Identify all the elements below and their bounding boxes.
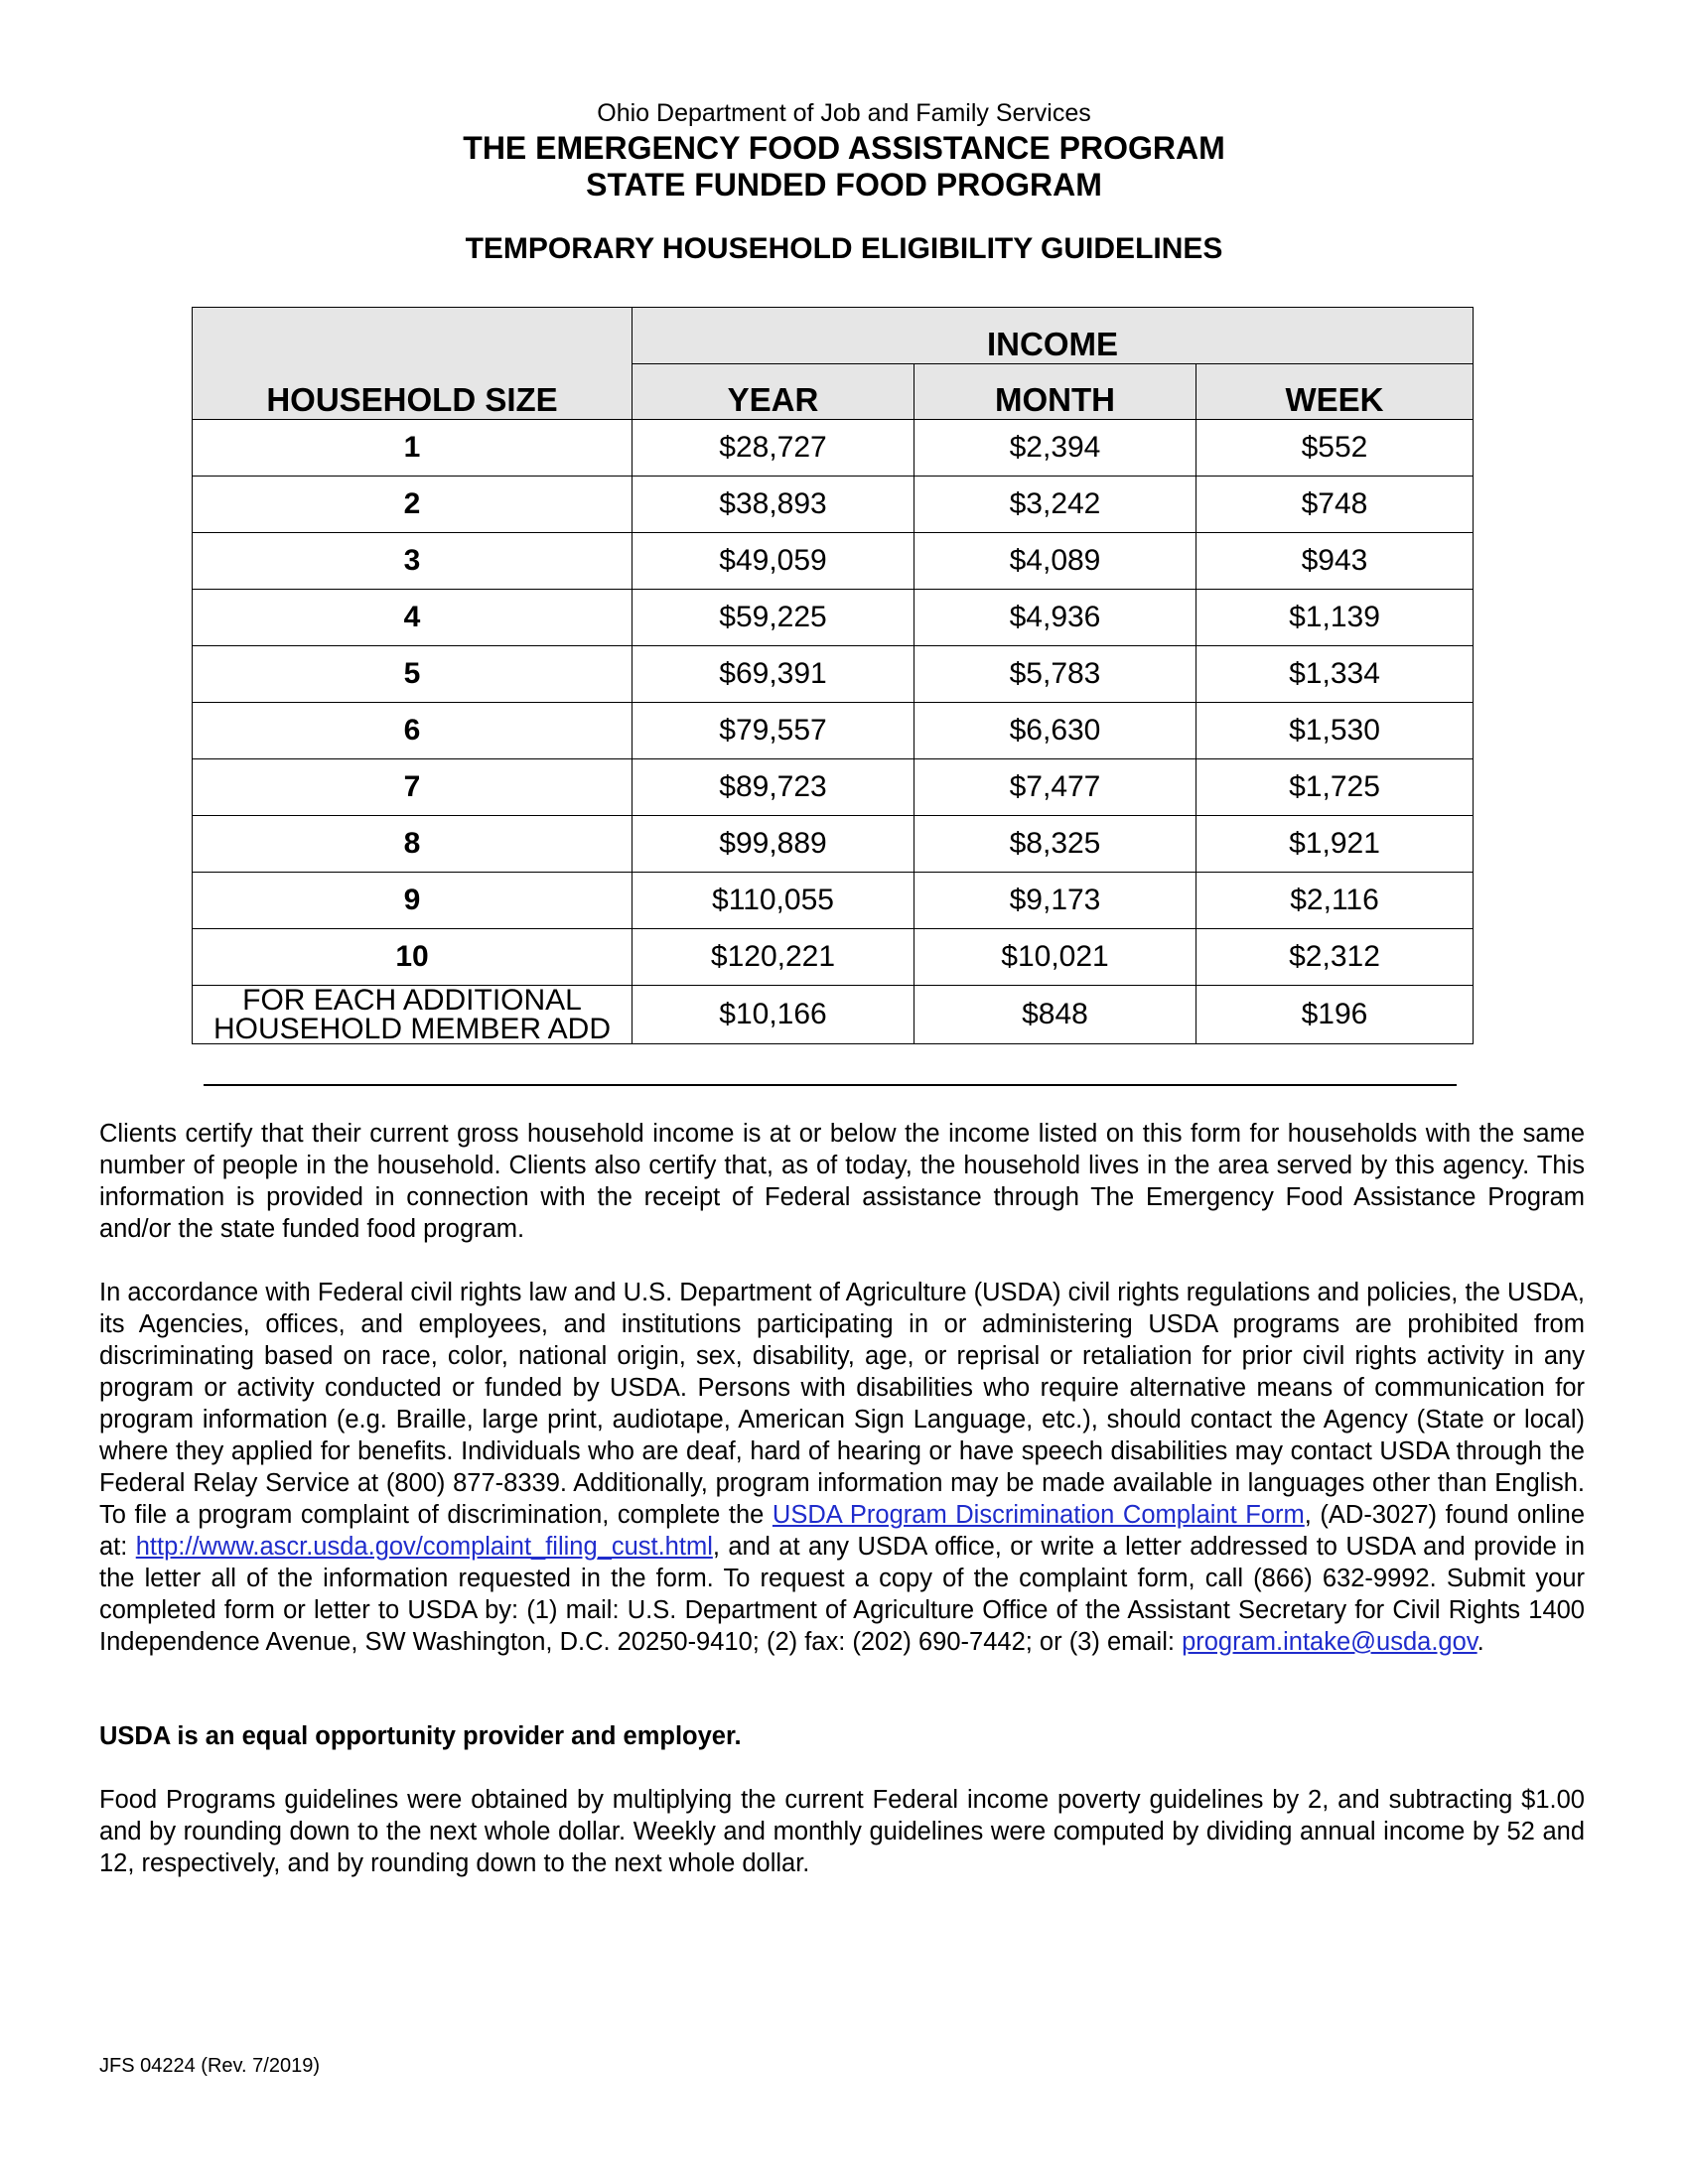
email-link[interactable]: program.intake@usda.gov (1182, 1628, 1477, 1656)
household-size-cell: 10 (193, 929, 633, 986)
certification-paragraph: Clients certify that their current gross household income is at or below the income listed on this form for households with the same number of people in the household. Clients also certify that, as of today, the household lives in the area served by this agency. This information is provided in connection with the receipt of Federal assistance through The Emergency Food Assistance Program and/or the state funded food program. (99, 1120, 1585, 1243)
month-income-cell: $4,089 (914, 533, 1196, 590)
program-title: THE EMERGENCY FOOD ASSISTANCE PROGRAM (463, 130, 1225, 166)
month-income-cell: $3,242 (914, 477, 1196, 533)
month-income-cell: $9,173 (914, 873, 1196, 929)
horizontal-divider (204, 1084, 1457, 1086)
civil-rights-text: . (1477, 1628, 1484, 1656)
table-row (193, 703, 1474, 759)
year-income-cell: $28,727 (633, 420, 914, 477)
year-header: YEAR (633, 364, 914, 420)
month-income-cell: $10,021 (914, 929, 1196, 986)
week-income-cell: $552 (1196, 420, 1474, 477)
year-income-cell: $10,166 (633, 986, 914, 1044)
household-size-cell: 1 (193, 420, 633, 477)
week-income-cell: $943 (1196, 533, 1474, 590)
table-row (193, 816, 1474, 873)
week-income-cell: $1,530 (1196, 703, 1474, 759)
week-income-cell: $1,725 (1196, 759, 1474, 816)
week-income-cell: $748 (1196, 477, 1474, 533)
complaint-form-link[interactable]: USDA Program Discrimination Complaint Form (772, 1501, 1305, 1529)
year-income-cell: $38,893 (633, 477, 914, 533)
year-income-cell: $120,221 (633, 929, 914, 986)
civil-rights-text: , (AD-3027) found online at: (99, 1501, 1585, 1561)
eligibility-table (192, 307, 1474, 1044)
week-income-cell: $1,139 (1196, 590, 1474, 646)
week-income-cell: $2,312 (1196, 929, 1474, 986)
civil-rights-text: , and at any USDA office, or write a letter addressed to USDA and provide in the letter all of the information requested in the form. To request a copy of the complaint form, call (866) 632-9992. Submit your completed form or letter to USDA by: (1) mail: U.S. Department of Agriculture Office of the Assistant Secretary for Civil Rights 1400 Independence Avenue, SW Washington, D.C. 20250-9410; (2) fax: (202) 690-7442; or (3) email: (99, 1533, 1585, 1656)
table-row (193, 420, 1474, 477)
month-header: MONTH (914, 364, 1196, 420)
year-income-cell: $79,557 (633, 703, 914, 759)
month-income-cell: $848 (914, 986, 1196, 1044)
table-row (193, 873, 1474, 929)
month-income-cell: $7,477 (914, 759, 1196, 816)
week-income-cell: $2,116 (1196, 873, 1474, 929)
additional-member-label-line2: HOUSEHOLD MEMBER ADD (212, 1013, 612, 1045)
income-header: INCOME (633, 308, 1474, 364)
week-income-cell: $1,334 (1196, 646, 1474, 703)
household-size-cell: 7 (193, 759, 633, 816)
form-number: JFS 04224 (Rev. 7/2019) (99, 2055, 320, 2077)
household-size-cell: 4 (193, 590, 633, 646)
week-income-cell: $1,921 (1196, 816, 1474, 873)
week-income-cell: $196 (1196, 986, 1474, 1044)
month-income-cell: $5,783 (914, 646, 1196, 703)
additional-member-label (193, 986, 633, 1044)
year-income-cell: $59,225 (633, 590, 914, 646)
month-income-cell: $8,325 (914, 816, 1196, 873)
month-income-cell: $2,394 (914, 420, 1196, 477)
year-income-cell: $99,889 (633, 816, 914, 873)
methodology-paragraph: Food Programs guidelines were obtained by multiplying the current Federal income poverty guidelines by 2, and subtracting $1.00 and by rounding down to the next whole dollar. Weekly and monthly guidelines were computed by dividing annual income by 52 and 12, respectively, and by rounding down to the next whole dollar. (99, 1786, 1585, 1877)
household-size-cell: 9 (193, 873, 633, 929)
table-row (193, 533, 1474, 590)
table-row (193, 929, 1474, 986)
household-size-header: HOUSEHOLD SIZE (193, 308, 633, 420)
household-size-cell: 2 (193, 477, 633, 533)
complaint-url-link[interactable]: http://www.ascr.usda.gov/complaint_filing_cust.html (135, 1533, 713, 1561)
program-subtitle: STATE FUNDED FOOD PROGRAM (586, 167, 1102, 203)
year-income-cell: $49,059 (633, 533, 914, 590)
civil-rights-paragraph (99, 1277, 1585, 1658)
additional-member-label-line1: FOR EACH ADDITIONAL (242, 984, 582, 1017)
household-size-cell: 5 (193, 646, 633, 703)
guidelines-title: TEMPORARY HOUSEHOLD ELIGIBILITY GUIDELINES (465, 232, 1223, 265)
equal-opportunity-statement: USDA is an equal opportunity provider and employer. (99, 1722, 742, 1750)
table-row (193, 590, 1474, 646)
household-size-cell: 8 (193, 816, 633, 873)
household-size-cell: 6 (193, 703, 633, 759)
year-income-cell: $69,391 (633, 646, 914, 703)
civil-rights-text: In accordance with Federal civil rights law and U.S. Department of Agriculture (USDA) civil rights regulations and policies, the USDA, its Agencies, offices, and employees, and institutions participating in or administering USDA programs are prohibited from discriminating based on race, color, national origin, sex, disability, age, or reprisal or retaliation for prior civil rights activity in any program or activity conducted or funded by USDA. Persons with disabilities who require alternative means of communication for program information (e.g. Braille, large print, audiotape, American Sign Language, etc.), should contact the Agency (State or local) where they applied for benefits. Individuals who are deaf, hard of hearing or have speech disabilities may contact USDA through the Federal Relay Service at (800) 877-8339. Additionally, program information may be made available in languages other than English. To file a program complaint of discrimination, complete the (99, 1279, 1585, 1529)
month-income-cell: $6,630 (914, 703, 1196, 759)
year-income-cell: $89,723 (633, 759, 914, 816)
week-header: WEEK (1196, 364, 1474, 420)
household-size-cell: 3 (193, 533, 633, 590)
table-row (193, 759, 1474, 816)
additional-member-row (193, 986, 1474, 1044)
table-row (193, 477, 1474, 533)
agency-name: Ohio Department of Job and Family Services (597, 99, 1091, 127)
month-income-cell: $4,936 (914, 590, 1196, 646)
table-row (193, 646, 1474, 703)
year-income-cell: $110,055 (633, 873, 914, 929)
